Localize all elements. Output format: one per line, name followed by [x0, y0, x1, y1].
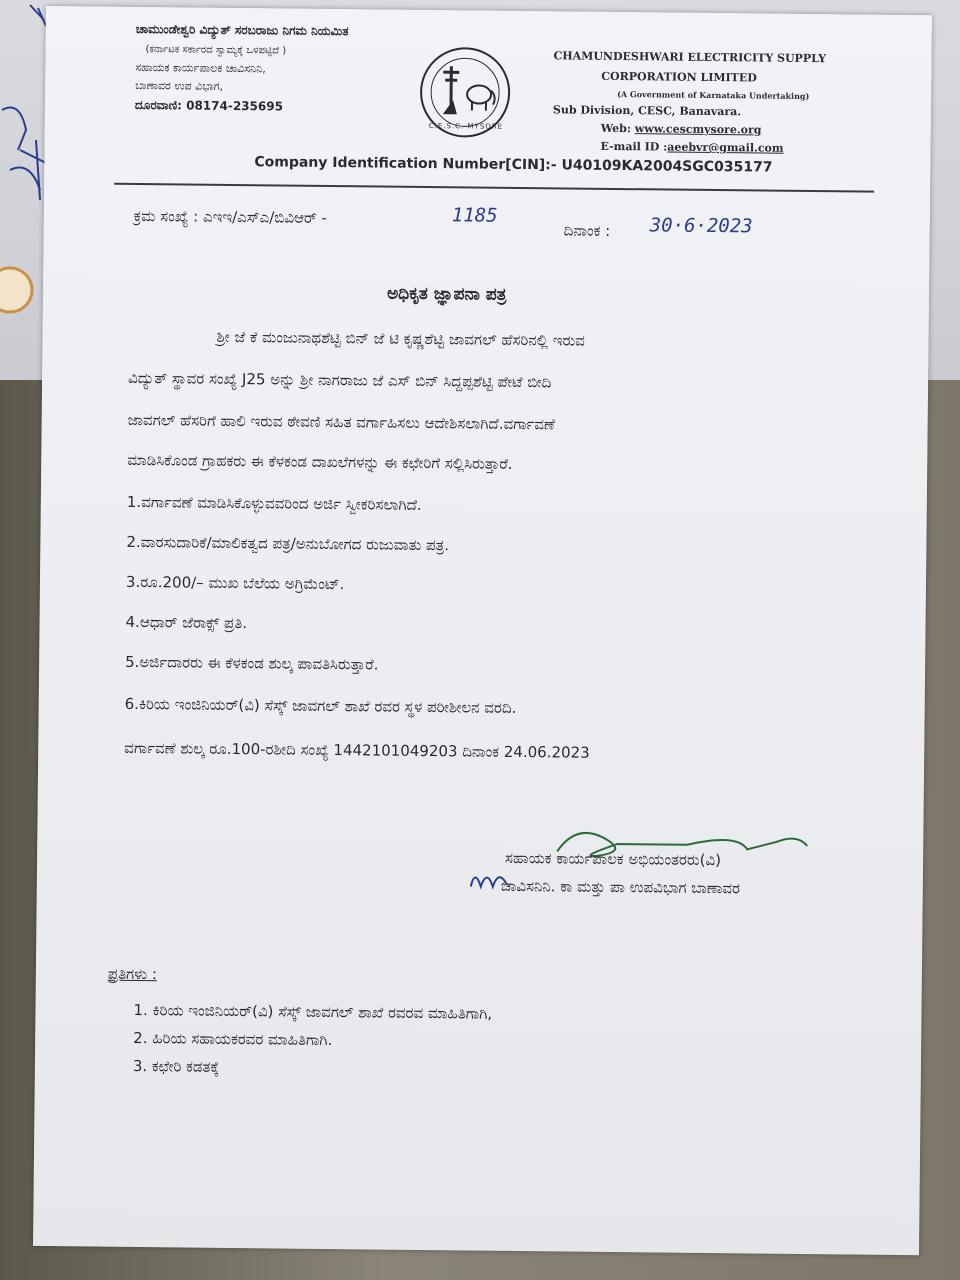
paragraph-line-1: ಶ್ರೀ ಜೆ ಕೆ ಮಂಜುನಾಥಶೆಟ್ಟಿ ಬಿನ್ ಜೆ ಟಿ ಕೃಷ್ಣಶೆಟ್ಟಿ ಜಾವಗಲ್ ಹೆಸರಿನಲ್ಲಿ ಇರುವ — [216, 327, 585, 350]
reference-number-handwritten: 1185 — [451, 204, 498, 227]
copies-label: ಪ್ರತಿಗಳು : — [107, 964, 158, 984]
signatory-office: ಚಾವಿಸನಿನಿ. ಕಾ ಮತ್ತು ಪಾ ಉಪವಿಭಾಗ ಬಾಣಾವರ — [500, 876, 741, 898]
logo-caption: C.E.S.C. MYSORE — [428, 122, 504, 131]
org-name-kannada: ಚಾಮುಂಡೇಶ್ವರಿ ವಿದ್ಯುತ್ ಸರಬರಾಜು ನಿಗಮ ನಿಯಮಿತ — [135, 21, 349, 39]
document-item-2: 2.ವಾರಸುದಾರಿಕೆ/ಮಾಲಿಕತ್ವದ ಪತ್ರ/ಅನುಬೋಗದ ರುಜುವಾತು ಪತ್ರ. — [126, 532, 450, 555]
document-item-1: 1.ವರ್ಗಾವಣೆ ಮಾಡಿಸಿಕೊಳ್ಳುವವರಿಂದ ಅರ್ಜಿ ಸ್ವೀಕರಿಸಲಾಗಿದೆ. — [126, 492, 422, 514]
header-divider — [114, 183, 874, 193]
phone-kannada: ದೂರವಾಣಿ: 08174-235695 — [134, 97, 284, 114]
org-name-english-line2: CORPORATION LIMITED — [601, 69, 757, 85]
web-line — [601, 120, 762, 139]
paragraph-line-2: ವಿದ್ಯುತ್ ಸ್ಥಾವರ ಸಂಖ್ಯೆ J25 ಅನ್ನು ಶ್ರೀ ನಾಗರಾಜು ಜೆ ಎಸ್ ಬಿನ್ ಸಿದ್ದಪ್ಪಶೆಟ್ಟಿ ಪೇಟೆ ಬೀದಿ — [128, 368, 552, 392]
date-handwritten: 30·6·2023 — [649, 214, 753, 238]
copy-recipient-3: 3. ಕಛೇರಿ ಕಡತಕ್ಕೆ — [132, 1056, 220, 1076]
memo-title: ಅಧಿಕೃತ ಜ್ಞಾಪನಾ ಪತ್ರ — [386, 283, 507, 305]
office-kannada: ಸಹಾಯಕ ಕಾರ್ಯಪಾಲಕ ಚಾವಿಸನಿನಿ, — [135, 60, 266, 76]
document-item-3: 3.ರೂ.200/– ಮುಖ ಬೆಲೆಯ ಅಗ್ರಿಮೆಂಟ್. — [125, 572, 345, 594]
email-link[interactable]: aeebvr@gmail.com — [667, 140, 784, 155]
email-line — [600, 138, 783, 157]
division-kannada: ಬಾಣಾವರ ಉಪ ವಿಭಾಗ, — [135, 78, 224, 93]
reference-number-label: ಕ್ರಮ ಸಂಖ್ಯೆ : ಎಇಇ/ಎಸ್ಎ/ಬಿವಿಆರ್ - — [133, 206, 328, 227]
government-note-english: (A Government of Karnataka Undertaking) — [617, 88, 810, 101]
fee-receipt-line: ವರ್ಗಾವಣೆ ಶುಲ್ಕ ರೂ.100-ರಶೀದಿ ಸಂಖ್ಯೆ 1442101049203 ದಿನಾಂಕ 24.06.2023 — [124, 738, 590, 762]
government-note-kannada: (ಕರ್ನಾಟಕ ಸರ್ಕಾರದ ಸ್ವಾಮ್ಯಕ್ಕೆ ಒಳಪಟ್ಟಿದೆ ) — [145, 44, 287, 57]
web-label: Web: — [600, 121, 632, 136]
org-name-english-line1: CHAMUNDESHWARI ELECTRICITY SUPPLY — [553, 49, 827, 66]
signatory-designation: ಸಹಾಯಕ ಕಾರ್ಯಪಾಲಕ ಅಭಿಯಂತರರು(ವಿ) — [505, 848, 722, 870]
paragraph-line-3: ಜಾವಗಲ್ ಹೆಸರಿಗೆ ಹಾಲಿ ಇರುವ ಠೇವಣಿ ಸಹಿತ ವರ್ಗಾಹಿಸಲು ಆದೇಶಿಸಲಾಗಿದೆ.ವರ್ಗಾವಣೆ — [127, 410, 555, 434]
copy-recipient-1: 1. ಕಿರಿಯ ಇಂಜಿನಿಯರ್(ವಿ) ಸೆಸ್ಕ್ ಜಾವಗಲ್ ಶಾಖೆ ರವರವ ಮಾಹಿತಿಗಾಗಿ, — [133, 1000, 493, 1023]
paragraph-line-4: ಮಾಡಿಸಿಕೊಂಡ ಗ್ರಾಹಕರು ಈ ಕೆಳಕಂಡ ದಾಖಲೆಗಳನ್ನು ಈ ಕಛೇರಿಗೆ ಸಲ್ಲಿಸಿರುತ್ತಾರೆ. — [127, 450, 513, 473]
copy-recipient-2: 2. ಹಿರಿಯ ಸಹಾಯಕರವರ ಮಾಹಿತಿಗಾಗಿ. — [133, 1028, 333, 1050]
date-label: ದಿನಾಂಕ : — [563, 221, 611, 240]
document-item-4: 4.ಆಧಾರ್ ಜೆರಾಕ್ಸ್ ಪ್ರತಿ. — [125, 612, 248, 633]
subdivision-english: Sub Division, CESC, Banavara. — [552, 103, 742, 119]
memo-document — [33, 6, 932, 1255]
document-item-5: 5.ಅರ್ಜಿದಾರರು ಈ ಕೆಳಕಂಡ ಶುಲ್ಕ ಪಾವತಿಸಿರುತ್ತಾರೆ. — [125, 652, 379, 674]
document-item-6: 6.ಕಿರಿಯ ಇಂಜಿನಿಯರ್(ವಿ) ಸೆಸ್ಕ್ ಜಾವಗಲ್ ಶಾಖೆ ರವರ ಸ್ಥಳ ಪರೀಶೀಲನ ವರದಿ. — [124, 694, 517, 717]
email-label: E-mail ID : — [600, 139, 668, 154]
web-link[interactable]: www.cescmysore.org — [634, 122, 762, 137]
company-cin: Company Identification Number[CIN]:- U40109KA2004SGC035177 — [254, 154, 773, 176]
